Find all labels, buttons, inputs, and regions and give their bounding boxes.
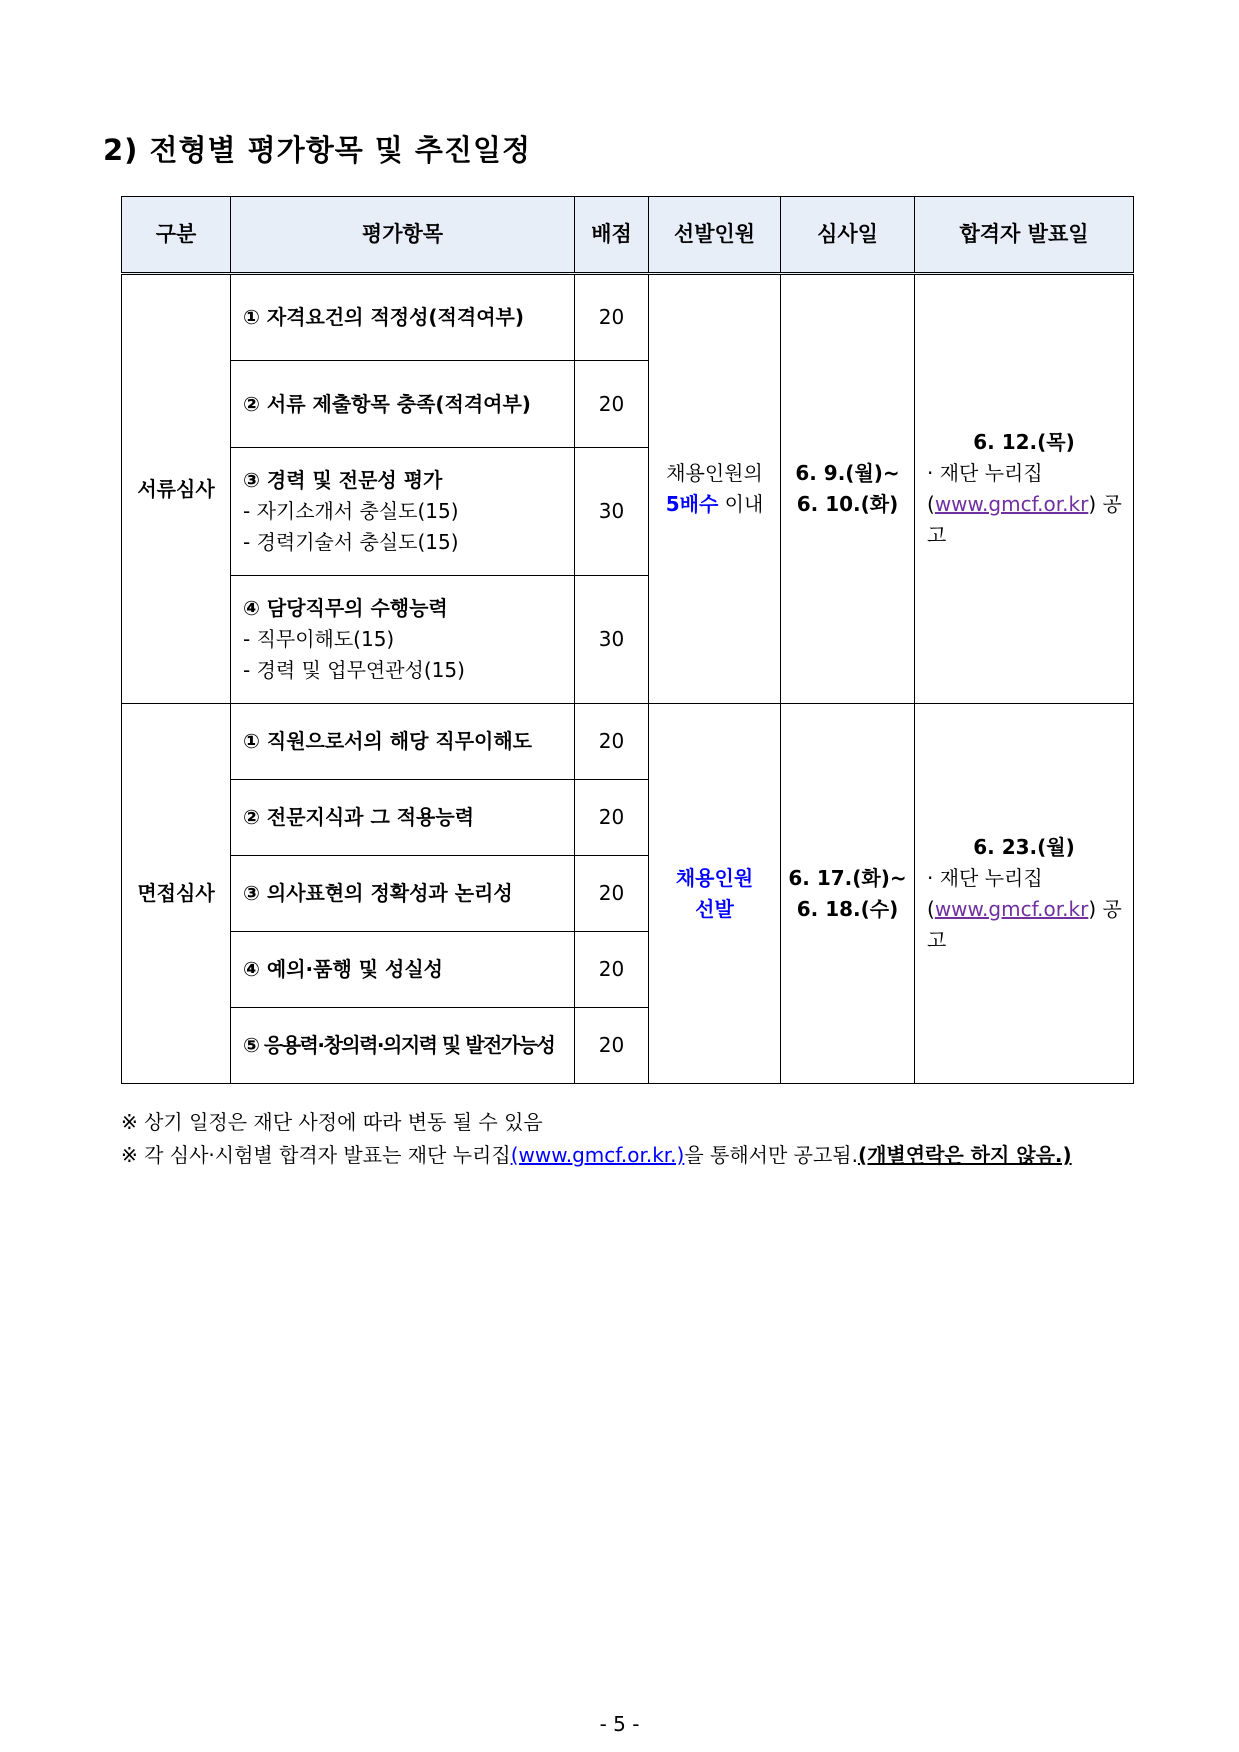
doc-item-2 (231, 361, 575, 448)
item-sub: - 자기소개서 충실도(15) (243, 499, 459, 523)
doc-score-3: 30 (575, 448, 649, 576)
item-head: ③ 경력 및 전문성 평가 (243, 468, 443, 492)
doc-score-1: 20 (575, 274, 649, 361)
note-1: ※ 상기 일정은 재단 사정에 따라 변동 될 수 있음 (121, 1110, 543, 1134)
interview-item-3 (231, 856, 575, 932)
date-line-1: 6. 9.(월)~ (795, 461, 900, 485)
note-2-mid: 을 통해서만 공고됨. (684, 1143, 858, 1167)
item-sub: - 경력기술서 충실도(15) (243, 530, 459, 554)
doc-score-2: 20 (575, 361, 649, 448)
item-head: ⑤ 응용력·창의력·의지력 및 발전가능성 (243, 1033, 555, 1057)
interview-item-2 (231, 780, 575, 856)
announce-tail: ) 공고 (927, 492, 1122, 547)
doc-score-4: 30 (575, 576, 649, 704)
item-head: ① 직원으로서의 해당 직무이해도 (243, 729, 532, 753)
interview-score-1: 20 (575, 704, 649, 780)
selection-line: 채용인원의 (666, 461, 763, 485)
item-head: ④ 예의·품행 및 성실성 (243, 957, 443, 981)
table-row (122, 704, 1134, 780)
evaluation-schedule-table (121, 196, 1134, 1084)
announce-date: 6. 23.(월) (973, 834, 1075, 859)
announce-tail: ) 공고 (927, 896, 1122, 952)
announce-line: · 재단 누리집 (927, 865, 1043, 890)
header-announce-date: 합격자 발표일 (915, 197, 1134, 274)
doc-item-1 (231, 274, 575, 361)
category-doc: 서류심사 (122, 274, 231, 704)
doc-announce (915, 274, 1134, 704)
announce-date: 6. 12.(목) (973, 430, 1075, 454)
date-line-2: 6. 18.(수) (796, 896, 899, 921)
interview-item-1 (231, 704, 575, 780)
interview-item-5 (231, 1008, 575, 1084)
interview-item-4 (231, 932, 575, 1008)
website-link[interactable]: www.gmcf.or.kr (934, 492, 1089, 516)
item-sub: - 직무이해도(15) (243, 627, 395, 651)
interview-selection (649, 704, 781, 1084)
doc-review-date (781, 274, 915, 704)
paren-open: ( (927, 896, 935, 921)
interview-score-5: 20 (575, 1008, 649, 1084)
item-head: ④ 담당직무의 수행능력 (243, 596, 448, 620)
doc-item-4 (231, 576, 575, 704)
item-head: ③ 의사표현의 정확성과 논리성 (243, 881, 513, 905)
selection-line: 선발 (695, 896, 734, 921)
interview-announce (915, 704, 1134, 1084)
doc-selection (649, 274, 781, 704)
interview-review-date (781, 704, 915, 1084)
notes (121, 1106, 1072, 1172)
selection-line: 채용인원 (675, 865, 754, 890)
header-items: 평가항목 (231, 197, 575, 274)
paren-open: ( (927, 492, 935, 516)
selection-rest: 이내 (718, 492, 764, 516)
note-2 (121, 1139, 1072, 1172)
header-category: 구분 (122, 197, 231, 274)
interview-score-4: 20 (575, 932, 649, 1008)
selection-multiple: 5배수 (665, 492, 719, 516)
note-2-link[interactable]: (www.gmcf.or.kr.) (510, 1143, 685, 1167)
note-2-bold: (개별연락은 하지 않음.) (857, 1143, 1072, 1167)
item-head: ② 서류 제출항목 충족(적격여부) (243, 391, 531, 416)
table-row (122, 274, 1134, 361)
item-head: ① 자격요건의 적정성(적격여부) (243, 305, 524, 329)
header-selection: 선발인원 (649, 197, 781, 274)
website-link[interactable]: www.gmcf.or.kr (934, 896, 1089, 921)
category-interview: 면접심사 (122, 704, 231, 1084)
doc-item-3 (231, 448, 575, 576)
header-review-date: 심사일 (781, 197, 915, 274)
header-score: 배점 (575, 197, 649, 274)
announce-line: · 재단 누리집 (927, 461, 1043, 485)
item-head: ② 전문지식과 그 적용능력 (243, 805, 475, 829)
interview-score-3: 20 (575, 856, 649, 932)
date-line-1: 6. 17.(화)~ (788, 865, 907, 890)
page-number: - 5 - (599, 1712, 640, 1736)
table-header-row (122, 197, 1134, 274)
section-title: 2) 전형별 평가항목 및 추진일정 (103, 133, 531, 167)
date-line-2: 6. 10.(화) (796, 492, 899, 516)
interview-score-2: 20 (575, 780, 649, 856)
note-2-prefix: ※ 각 심사·시험별 합격자 발표는 재단 누리집 (121, 1143, 511, 1167)
item-sub: - 경력 및 업무연관성(15) (243, 658, 465, 682)
